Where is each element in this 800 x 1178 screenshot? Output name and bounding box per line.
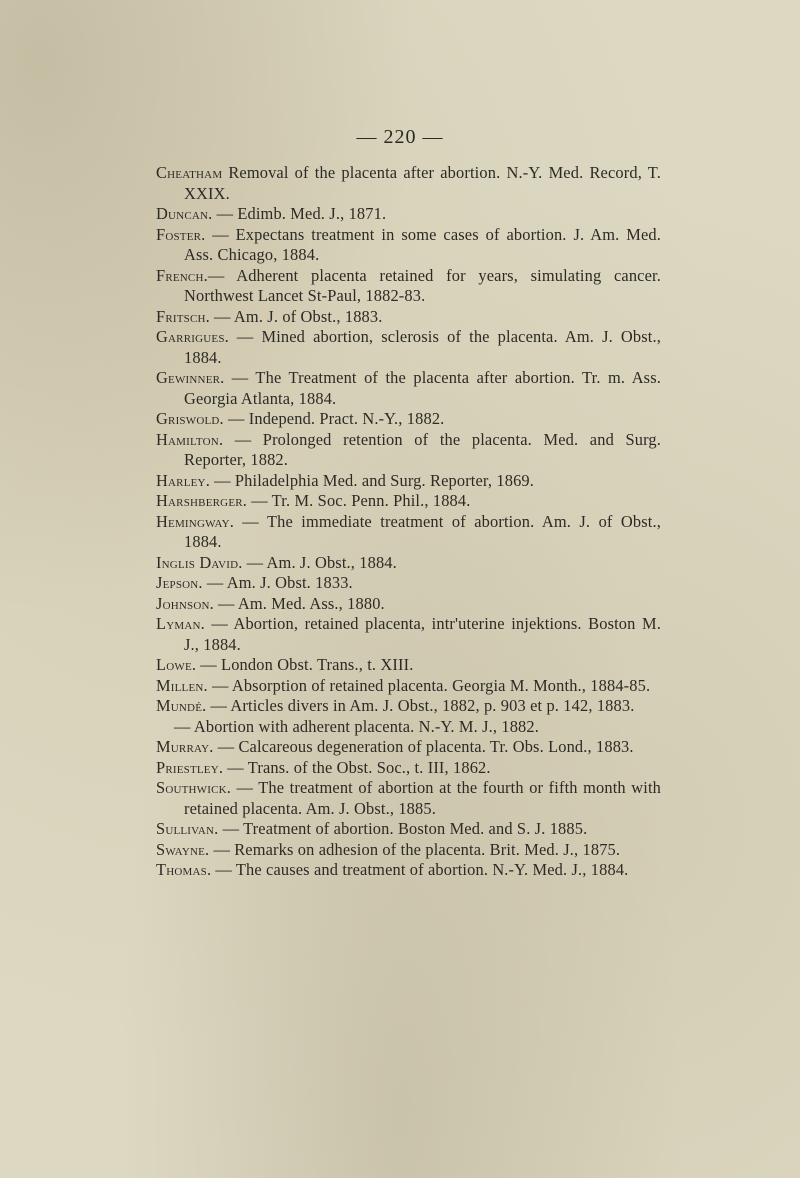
entry-author: Harley.	[156, 470, 210, 490]
entry-text: — Tr. M. Soc. Penn. Phil., 1884.	[251, 491, 471, 510]
bibliography-entry	[156, 573, 661, 594]
entry-text: — Absorption of retained placenta. Georgia M. Month., 1884-85.	[211, 675, 651, 695]
entry-text: — Expectans treatment in some cases of abortion. J. Am. Med. Ass. Chicago, 1884.	[184, 224, 661, 264]
entry-text: — Am. J. Obst., 1884.	[246, 552, 397, 572]
entry-author: Lowe.	[156, 655, 197, 674]
bibliography-entry	[156, 696, 661, 717]
entry-author: Gewinner.	[156, 368, 225, 387]
entry-author: Sullivan.	[156, 819, 219, 838]
bibliography-entry	[156, 471, 661, 492]
entry-author: Jepson.	[156, 573, 203, 592]
entry-text: — The treatment of abortion at the fourth or fifth month with retained placenta. Am. J. Obst., 1885.	[184, 778, 661, 818]
bibliography-entry	[156, 204, 661, 225]
entry-author: Griswold.	[156, 409, 224, 428]
entry-author: Duncan.	[156, 204, 213, 223]
entry-author: Hemingway.	[156, 511, 235, 531]
entry-author: Harshberger.	[156, 491, 248, 510]
entry-text: — The Treatment of the placenta after abortion. Tr. m. Ass. Georgia Atlanta, 1884.	[184, 368, 661, 408]
bibliography-entry	[156, 327, 661, 368]
entry-text: — Am. Med. Ass., 1880.	[218, 593, 385, 613]
bibliography-entry	[156, 676, 661, 697]
entry-author: Millen.	[156, 675, 208, 695]
entry-author: Johnson.	[156, 593, 214, 613]
entry-text: — The immediate treatment of abortion. Am. J. of Obst., 1884.	[184, 511, 661, 551]
entry-text: — The causes and treatment of abortion. N.-Y. Med. J., 1884.	[215, 860, 629, 879]
entry-author: Inglis David.	[156, 552, 243, 572]
bibliography-entry	[156, 594, 661, 615]
entry-text: — Adherent placenta retained for years, simulating cancer. Northwest Lancet St-Paul, 1882-83.	[184, 265, 661, 305]
page-number: — 220 —	[356, 126, 444, 148]
bibliography-entry	[156, 368, 661, 409]
entry-text: — Am. J. Obst. 1833.	[206, 573, 353, 592]
entry-author: Thomas.	[156, 860, 212, 879]
entry-text: — London Obst. Trans., t. XIII.	[200, 655, 414, 674]
bibliography-entry	[156, 307, 661, 328]
entry-text: — Independ. Pract. N.-Y., 1882.	[227, 409, 445, 428]
entry-author: Swayne.	[156, 839, 210, 859]
entry-text: — Prolonged retention of the placenta. Med. and Surg. Reporter, 1882.	[184, 429, 662, 469]
entry-text: — Calcareous degeneration of placenta. Tr. Obs. Lond., 1883.	[217, 737, 634, 756]
bibliography-entry	[156, 778, 661, 819]
entry-author: Foster.	[156, 224, 206, 244]
entry-author: Cheatham	[156, 163, 223, 182]
bibliography-entry	[156, 512, 661, 553]
bibliography-entry	[156, 430, 661, 471]
entry-text: — Abortion, retained placenta, intr'uterine injektions. Boston M. J., 1884.	[184, 614, 661, 654]
bibliography-entry	[156, 860, 661, 881]
bibliography-entry	[156, 614, 661, 655]
entry-author: Priestley.	[156, 757, 224, 777]
entry-author: Lyman.	[156, 614, 205, 633]
bibliography-entry	[156, 225, 661, 266]
entry-text: — Remarks on adhesion of the placenta. Brit. Med. J., 1875.	[213, 839, 621, 859]
bibliography-entry	[156, 717, 661, 738]
entry-author: Fritsch.	[156, 306, 210, 326]
bibliography-entry	[156, 840, 661, 861]
entry-author: Southwick.	[156, 778, 232, 797]
entry-author: Mundé.	[156, 696, 207, 715]
bibliography-entry	[156, 553, 661, 574]
entry-text: — Am. J. of Obst., 1883.	[214, 306, 383, 326]
entry-text: — Edimb. Med. J., 1871.	[216, 204, 387, 223]
bibliography-entry	[156, 737, 661, 758]
entry-text: — Treatment of abortion. Boston Med. and S. J. 1885.	[222, 819, 588, 838]
bibliography-entry	[156, 819, 661, 840]
entry-author: Hamilton.	[156, 429, 224, 449]
entry-text: — Abortion with adherent placenta. N.-Y. M. J., 1882.	[174, 716, 539, 736]
bibliography-entry	[156, 491, 661, 512]
bibliography-entry	[156, 266, 661, 307]
entry-text: — Trans. of the Obst. Soc., t. III, 1862.	[227, 757, 491, 777]
entry-author: French.	[156, 265, 208, 285]
bibliography-list	[156, 163, 661, 881]
bibliography-entry	[156, 655, 661, 676]
bibliography-entry	[156, 409, 661, 430]
bibliography-entry	[156, 758, 661, 779]
entry-text: Removal of the placenta after abortion. N.-Y. Med. Record, T. XXIX.	[184, 163, 661, 203]
entry-text: — Philadelphia Med. and Surg. Reporter, 1869.	[214, 470, 535, 490]
entry-author: Murray.	[156, 737, 214, 756]
entry-text: — Articles divers in Am. J. Obst., 1882, p. 903 et p. 142, 1883.	[210, 696, 635, 715]
entry-text: — Mined abortion, sclerosis of the placenta. Am. J. Obst., 1884.	[184, 327, 661, 367]
entry-author: Garrigues.	[156, 327, 229, 346]
bibliography-entry	[156, 163, 661, 204]
